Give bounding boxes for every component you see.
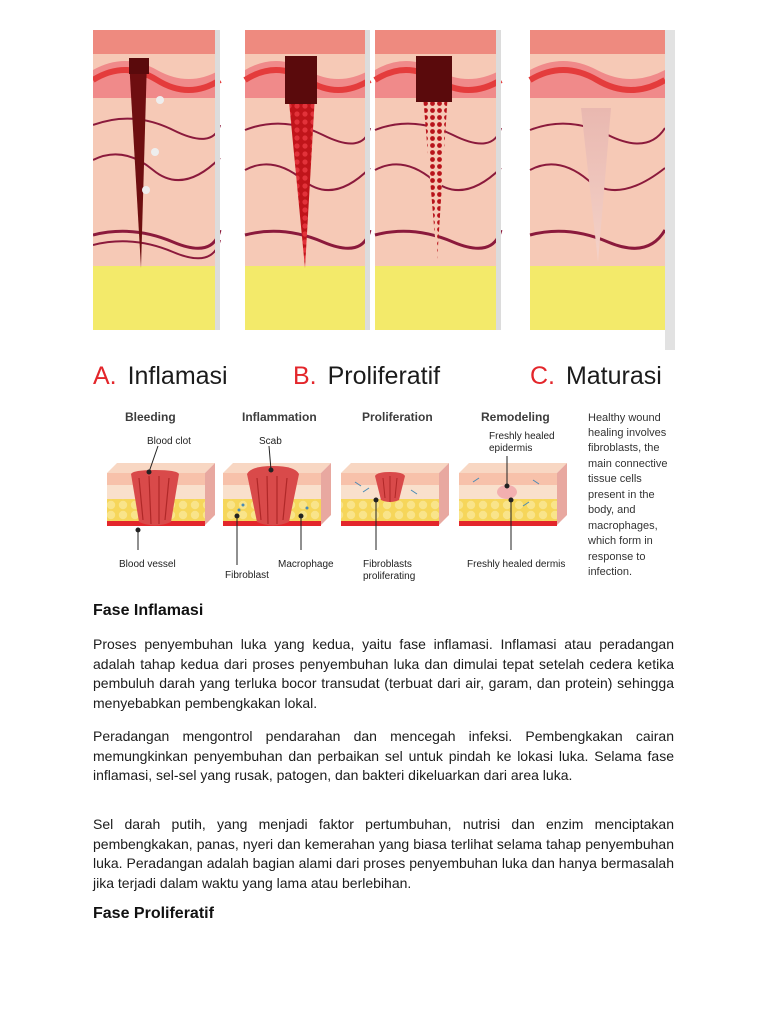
stage-title-proliferation: Proliferation — [362, 410, 433, 424]
skin-block-proliferation — [341, 463, 449, 526]
label-fibroblasts-line2: proliferating — [363, 571, 416, 582]
label-fibroblasts-line1: Fibroblasts — [363, 559, 412, 570]
label-healed-dermis: Freshly healed dermis — [467, 559, 566, 570]
side-note-line: infection. — [588, 566, 633, 578]
svg-text:C. Maturasi — [530, 362, 662, 390]
label-blood-clot: Blood clot — [147, 436, 191, 447]
label-fibroblast: Fibroblast — [225, 570, 269, 581]
svg-text:B. Proliferatif — [293, 362, 440, 390]
side-note-line: fibroblasts, the — [588, 442, 660, 454]
skin-panel-1 — [93, 30, 220, 330]
panel-letter-a: A. — [93, 362, 117, 390]
side-note-line: response to — [588, 551, 646, 563]
side-note-line: present in the — [588, 489, 655, 501]
side-note-line: main connective — [588, 458, 668, 470]
section-heading-inflamasi: Fase Inflamasi — [93, 602, 204, 619]
skin-block-bleeding — [107, 463, 215, 526]
label-scab: Scab — [259, 436, 282, 447]
side-note-line: which form in — [588, 535, 653, 547]
skin-block-remodeling — [459, 463, 567, 526]
side-note — [587, 412, 668, 578]
skin-panel-3 — [375, 30, 501, 330]
side-note-line: tissue cells — [588, 473, 642, 485]
svg-text:A. Inflamasi — [93, 362, 228, 390]
paragraph: Proses penyembuhan luka yang kedua, yaitu fase inflamasi. Inflamasi atau peradangan adalah tahap kedua dari proses penyembuhan luka dan dimulai tepat setelah cedera ketika pembuluh darah yang terluka bocor transudat (terbuat dari air, garam, dan protein) sehingga menyebabkan pembengkakan lokal. — [93, 636, 674, 711]
panel-letter-c: C. — [530, 362, 555, 390]
panel-letter-b: B. — [293, 362, 317, 390]
label-blood-vessel: Blood vessel — [119, 559, 176, 570]
stage-title-inflammation: Inflammation — [242, 410, 317, 424]
skin-panel-4 — [530, 30, 675, 350]
panel-label-b: Proliferatif — [327, 362, 441, 390]
label-epidermis-line2: epidermis — [489, 443, 533, 454]
label-macrophage: Macrophage — [278, 559, 334, 570]
section-heading-proliferatif: Fase Proliferatif — [93, 905, 214, 922]
panel-label-c: Maturasi — [565, 362, 662, 390]
stage-title-remodeling: Remodeling — [481, 410, 550, 424]
paragraph: Sel darah putih, yang menjadi faktor pertumbuhan, nutrisi dan enzim menciptakan pembengkakan, panas, nyeri dan kemerahan yang biasa terlihat selama tahap penyembuhan luka. Peradangan adalah bagian alami dari proses penyembuhan luka dan hanya bermasalah jika terjadi dalam waktu yang lama atau berlebihan. — [93, 816, 674, 891]
wound-healing-figure — [93, 30, 675, 590]
label-epidermis-line1: Freshly healed — [489, 431, 555, 442]
side-note-line: Healthy wound — [588, 412, 661, 424]
paragraph: Peradangan mengontrol pendarahan dan mencegah infeksi. Pembengkakan cairan memungkinkan penyembuhan dan perbaikan sel untuk pindah ke lokasi luka. Selama fase inflamasi, sel-sel yang rusak, patogen, dan bakteri dikeluarkan dari area luka. — [93, 728, 674, 783]
side-note-line: healing involves — [588, 427, 667, 439]
stage-title-bleeding: Bleeding — [125, 410, 176, 424]
panel-label-a: Inflamasi — [127, 362, 228, 390]
side-note-line: body, and — [588, 504, 636, 516]
side-note-line: macrophages, — [588, 520, 658, 532]
skin-panel-2 — [245, 30, 370, 330]
